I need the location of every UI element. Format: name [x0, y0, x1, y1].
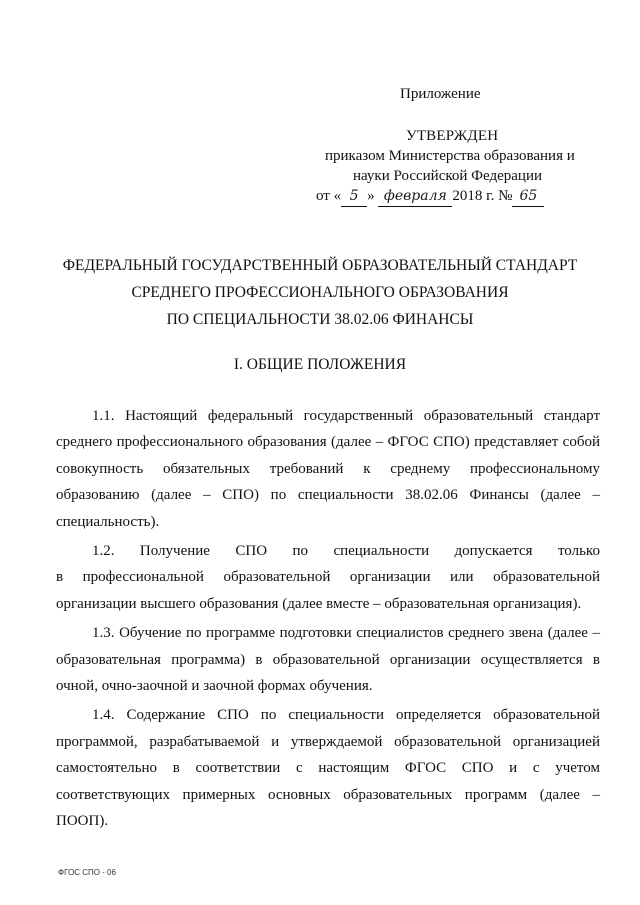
order-mid: »: [367, 188, 375, 204]
title-line-1: ФЕДЕРАЛЬНЫЙ ГОСУДАРСТВЕННЫЙ ОБРАЗОВАТЕЛЬНЫЙ СТАНДАРТ: [62, 257, 578, 274]
p12-word: только: [557, 543, 600, 560]
p12-word: 1.2.: [92, 543, 115, 560]
section-heading: I. ОБЩИЕ ПОЛОЖЕНИЯ: [233, 356, 407, 373]
paragraph-1-4: 1.4. Содержание СПО по специальности определяется образовательной программой, разрабатываемой и утверждаемой образовательной организацией самостоятельно в соответствии с настоящим ФГОС СПО и с учетом соответствующих примерных основных образовательных программ (далее – ПООП).: [56, 707, 600, 830]
approved-label: УТВЕРЖДЕН: [406, 128, 499, 144]
paragraph-1-1: 1.1. Настоящий федеральный государственный образовательный стандарт среднего профессионального образования (далее – ФГОС СПО) представляет собой совокупность обязательных требований к среднему профессиональному образованию (далее – СПО) по специальности 38.02.06 Финансы (далее – специальность).: [56, 408, 600, 530]
paragraph-1-2-line-1: [56, 538, 600, 564]
paragraph-1-2-line-3: организации высшего образования (далее вместе – образовательная организация).: [56, 595, 582, 612]
order-number: 65: [512, 186, 544, 207]
p12-word: специальности: [333, 543, 430, 560]
title-line-2: СРЕДНЕГО ПРОФЕССИОНАЛЬНОГО ОБРАЗОВАНИЯ: [131, 284, 509, 301]
paragraph-1-3: 1.3. Обучение по программе подготовки специалистов среднего звена (далее – образовательная программа) в образовательной организации осуществляется в очной, очно-заочной и заочной формах обучения.: [56, 625, 600, 695]
paragraph-1-2: [56, 538, 600, 617]
order-month: февраля: [378, 186, 452, 207]
approval-block: [300, 84, 600, 207]
p12-word: по: [292, 543, 309, 560]
paragraph-1-2-line-2: в профессиональной образовательной организации или образовательной: [56, 569, 600, 586]
ministry-line-2: науки Российской Федерации: [353, 168, 543, 184]
order-day: 5: [341, 186, 367, 207]
p12-word: Получение: [139, 543, 210, 560]
order-line: [300, 186, 600, 207]
title-line-3: ПО СПЕЦИАЛЬНОСТИ 38.02.06 ФИНАНСЫ: [166, 311, 474, 328]
ministry-line-1: приказом Министерства образования и: [325, 148, 575, 164]
document-body: [56, 403, 600, 838]
footer-code: ФГОС СПО - 06: [58, 868, 116, 877]
order-year: 2018 г. №: [452, 188, 513, 204]
order-prefix: от «: [316, 188, 342, 204]
p12-word: СПО: [235, 543, 268, 560]
appendix-label: Приложение: [400, 86, 481, 102]
document-title: [40, 252, 600, 333]
p12-word: допускается: [454, 543, 533, 560]
